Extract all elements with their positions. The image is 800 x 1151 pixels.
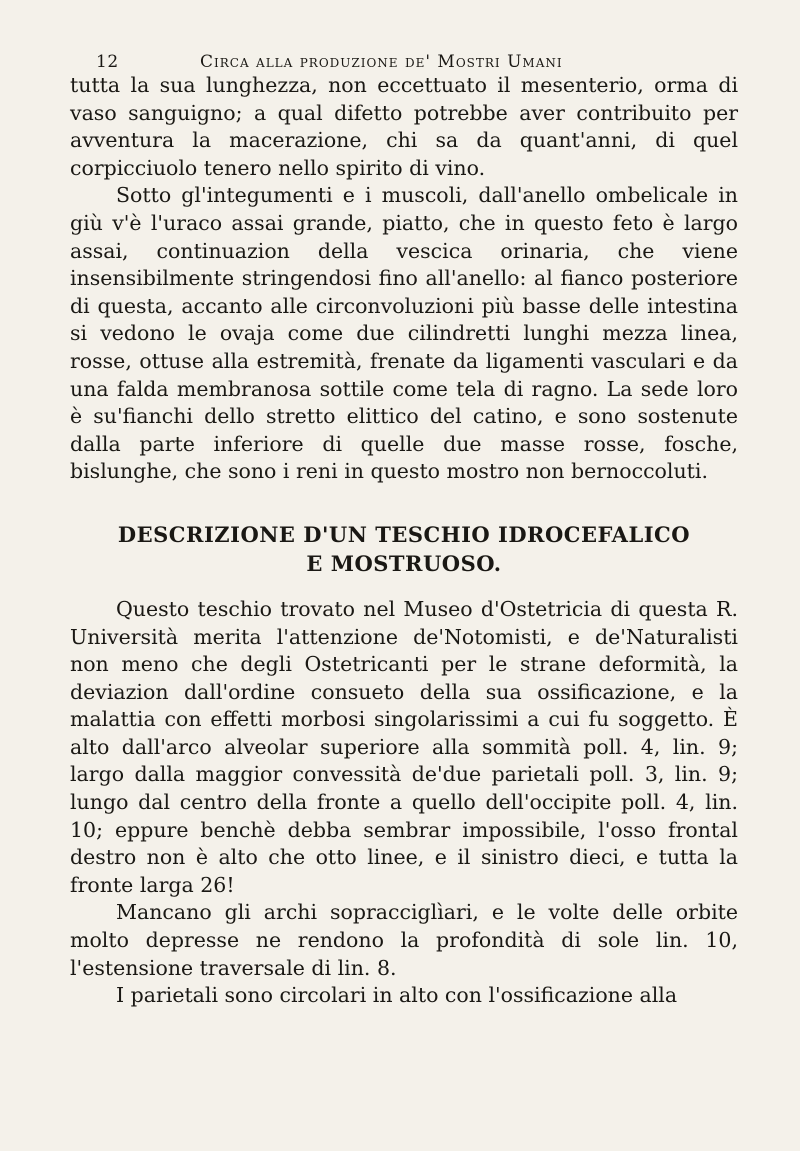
paragraph-urachus-ovaries: Sotto gl'integumenti e i muscoli, dall'anello ombelicale in giù v'è l'uraco assai grande, piatto, che in questo feto è largo assai, continuazion della vescica orinaria, che viene insensibilmente stringendosi fino all'anello: al fianco posteriore di questa, accanto alle circonvoluzioni più basse delle intestina si vedono le ovaja come due cilindretti lunghi mezza linea, rosse, ottuse alla estremità, frenate da ligamenti vasculari e da una falda membranosa sottile come tela di ragno. La sede loro è su'fianchi dello stretto elittico del catino, e sono sostenute dalla parte inferiore di quelle due masse rosse, fosche, bislunghe, che sono i reni in questo mostro non bernoccoluti. [70,183,738,484]
paragraph-parietals: I parietali sono circolari in alto con l'ossificazione alla [116,983,678,1008]
section-heading-line-2: E MOSTRUOSO. [306,550,502,576]
running-title: Circa alla produzione de' Mostri Umani [200,52,563,72]
running-head [70,44,738,72]
paragraph-skull-description: Questo teschio trovato nel Museo d'Ostetricia di questa R. Università merita l'attenzione de'Notomisti, e de'Naturalisti non meno che degli Ostetricanti per le strane deformità, la deviazion dall'ordine consueto della sua ossificazione, e la malattia con effetti morbosi singolarissimi a cui fu soggetto. È alto dall'arco alveolar superiore alla sommità poll. 4, lin. 9; largo dalla maggior convessità de'due parietali poll. 3, lin. 9; lungo dal centro della fronte a quello dell'occipite poll. 4, lin. 10; eppure benchè debba sembrar impossibile, l'osso frontal destro non è alto che otto linee, e il sinistro dieci, e tutta la fronte larga 26! [70,596,738,897]
paragraph-eyebrow-arches: Mancano gli archi sopracciglìari, e le volte delle orbite molto depresse ne rendono la profondità di sole lin. 10, l'estensione traversale di lin. 8. [70,900,738,980]
section-heading [70,520,738,578]
paragraph-continuation: tutta la sua lunghezza, non eccettuato il mesenterio, orma di vaso sanguigno; a qual difetto potrebbe aver contribuito per avventura la macerazione, chi sa da quant'anni, di quel corpicciuolo tenero nello spirito di vino. [70,73,738,180]
body-text [70,72,738,1010]
section-heading-line-1: DESCRIZIONE D'UN TESCHIO IDROCEFALICO [117,521,691,547]
page-number: 12 [96,52,119,72]
